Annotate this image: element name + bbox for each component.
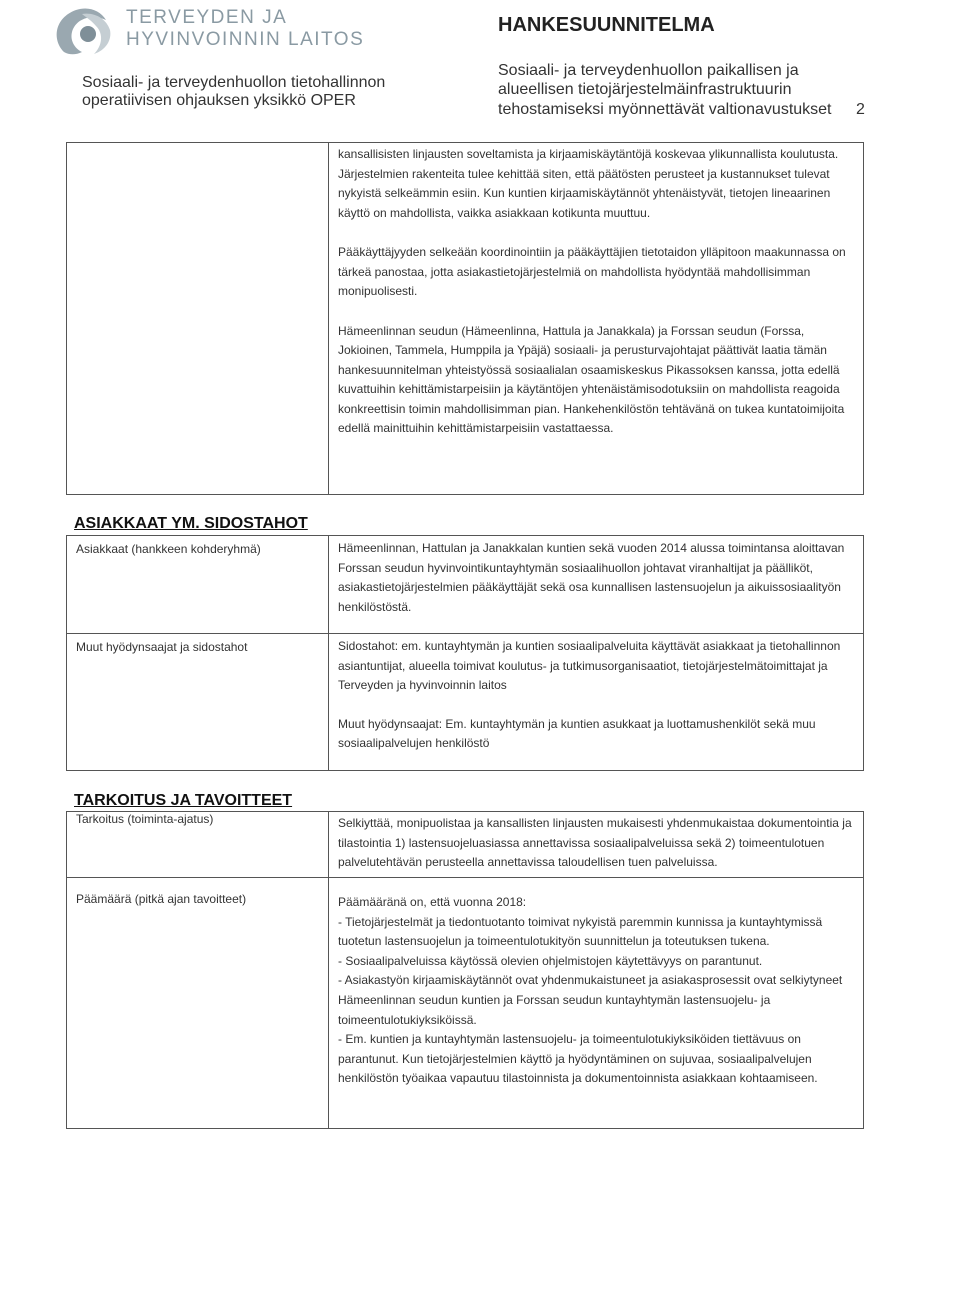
tarkoitus-column-divider bbox=[328, 811, 329, 1129]
intro-paragraph-2: Pääkäyttäjyyden selkeään koordinointiin ja pääkäyttäjien tietotaidon ylläpitoon maakunnassa on tärkeä panostaa, jotta asiakastietojärjestelmiä on mahdollista hyödyntää mahdollisimman monipuolisesti. bbox=[338, 245, 846, 298]
asiakkaat-row2-content bbox=[338, 637, 854, 754]
intro-column-divider bbox=[328, 142, 329, 495]
page-number: 2 bbox=[856, 101, 865, 118]
unit-line-1: Sosiaali- ja terveydenhuollon tietohallinnon bbox=[82, 74, 386, 91]
goal-item: - Tietojärjestelmät ja tiedontuotanto toimivat nykyistä paremmin kunnissa ja kuntayhtymissä tuotetun lastensuojelun ja toimeentulotukityön suunnittelun ja toteutuksen tukena. bbox=[338, 914, 823, 949]
asiakkaat-row2-text-2: Muut hyödynsaajat: Em. kuntayhtymän ja kuntien asukkaat ja luottamushenkilöt sekä muu sosiaalipalvelujen henkilöstö bbox=[338, 716, 816, 751]
asiakkaat-row-divider bbox=[66, 633, 864, 634]
tarkoitus-row2-label: Päämäärä (pitkä ajan tavoitteet) bbox=[76, 892, 247, 906]
section-heading-tarkoitus: TARKOITUS JA TAVOITTEET bbox=[74, 792, 293, 809]
asiakkaat-top-rule bbox=[66, 535, 864, 536]
section-heading-asiakkaat: ASIAKKAAT YM. SIDOSTAHOT bbox=[74, 515, 308, 532]
intro-text bbox=[338, 145, 854, 439]
tarkoitus-row1-text: Selkiyttää, monipuolistaa ja kansallisten linjausten mukaisesti yhdenmukaistaa dokumentointia ja tilastointia 1) lastensuojeluasiassa annettavissa sosiaalipalveluissa sekä 2) toimeentulotuen palvelutehtävän perusteella annettavissa taloudellisen tuen palveluissa. bbox=[338, 816, 852, 870]
tarkoitus-left-border bbox=[66, 811, 67, 1129]
goal-item: - Sosiaalipalveluissa käytössä olevien ohjelmistojen käytettävyys on parantunut. bbox=[338, 953, 763, 968]
asiakkaat-left-border bbox=[66, 535, 67, 771]
tarkoitus-row2-content bbox=[338, 893, 854, 1089]
tarkoitus-row-divider bbox=[66, 877, 864, 878]
document-subtitle-1: Sosiaali- ja terveydenhuollon paikallisen ja bbox=[498, 62, 799, 79]
asiakkaat-column-divider bbox=[328, 535, 329, 771]
tarkoitus-row1-label: Tarkoitus (toiminta-ajatus) bbox=[76, 812, 214, 826]
tarkoitus-row2-intro: Päämääränä on, että vuonna 2018: bbox=[338, 895, 527, 909]
logo-line-1: TERVEYDEN JA bbox=[126, 7, 288, 28]
asiakkaat-row1-label: Asiakkaat (hankkeen kohderyhmä) bbox=[76, 542, 261, 556]
goal-item: - Asiakastyön kirjaamiskäytännöt ovat yhdenmukaistuneet ja asiakasprosessit ovat selkiytyneet Hämeenlinnan seudun kuntien ja Forssan seudun kuntayhtymän lastensuojelu- ja toimeentulotukiyksiköissä. bbox=[338, 973, 843, 1027]
intro-paragraph-1: kansallisisten linjausten soveltamista ja kirjaamiskäytäntöjä koskevaa ylikunnallista koulutusta. Järjestelmien rakenteita tulee kehittää siten, että päätösten perusteet ja kustannukset tulevat nykyistä selkeämmin esiin. Kun kuntien kirjaamiskäytännöt yhtenäistyvät, tietojen lineaarinen käyttö on mahdollista, vaikka asiakkaan kotikunta muuttuu. bbox=[338, 147, 839, 220]
thl-logo-icon bbox=[48, 4, 120, 56]
tarkoitus-row1-content bbox=[338, 814, 854, 873]
asiakkaat-right-border bbox=[863, 535, 864, 771]
asiakkaat-bottom-rule bbox=[66, 770, 864, 771]
document-subtitle-3: tehostamiseksi myönnettävät valtionavustukset bbox=[498, 101, 832, 118]
logo-line-2: HYVINVOINNIN LAITOS bbox=[126, 29, 365, 50]
tarkoitus-right-border bbox=[863, 811, 864, 1129]
goal-item: - Em. kuntien ja kuntayhtymän lastensuojelu- ja toimeentulotukiyksiköiden tiettävuus on parantunut. Kun tietojärjestelmien käyttö ja hyödyntäminen on sujuvaa, sosiaalipalvelujen henkilöstön työaikaa vapautuu tilastoinnista ja dokumentoinnista asiakkaan kohtaamiseen. bbox=[338, 1032, 818, 1086]
intro-paragraph-3: Hämeenlinnan seudun (Hämeenlinna, Hattula ja Janakkala) ja Forssan seudun (Forssa, Jokioinen, Tammela, Humppila ja Ypäjä) sosiaali- ja perusturvajohtajat päättivät laatia tämän hankesuunnitelman yhteistyössä sosiaalialan osaamiskeskus Pikassoksen kanssa, jotta edellä kuvattuihin kehittämistarpeisiin ja käytäntöjen yhtenäistämisodotuksiin on mahdollista reagoida konkreettisin toimin mahdollisimman pian. Hankehenkilöstön tehtävänä on tukea kuntatoimijoita edellä mainittuihin kehittämistarpeisiin vastattaessa. bbox=[338, 323, 845, 435]
asiakkaat-row2-text-1: Sidostahot: em. kuntayhtymän ja kuntien sosiaalipalveluita käyttävät asiakkaat ja tietohallinnon asiantuntijat, alueella toimivat koulutus- ja tutkimusorganisaatiot, tietojärjestelmätoimittajat ja Terveyden ja hyvinvoinnin laitos bbox=[338, 639, 841, 693]
document-subtitle-2: alueellisen tietojärjestelmäinfrastruktuurin bbox=[498, 81, 792, 98]
goals-list bbox=[338, 913, 854, 1089]
document-title: HANKESUUNNITELMA bbox=[498, 14, 715, 36]
asiakkaat-row2-label: Muut hyödynsaajat ja sidostahot bbox=[76, 640, 248, 654]
tarkoitus-bottom-rule bbox=[66, 1128, 864, 1129]
unit-line-2: operatiivisen ohjauksen yksikkö OPER bbox=[82, 92, 356, 109]
asiakkaat-row1-text: Hämeenlinnan, Hattulan ja Janakkalan kuntien sekä vuoden 2014 alussa toimintansa aloittavan Forssan seudun hyvinvointikuntayhtymän sosiaalihuollon johtavat viranhaltijat ja päälliköt, asiakastietojärjestelmien pääkäyttäjät sekä osa kunnallisen lastensuojelun ja aikuissosiaalityön henkilöstöstä. bbox=[338, 541, 845, 614]
logo bbox=[48, 4, 120, 56]
asiakkaat-row1-content bbox=[338, 539, 854, 617]
